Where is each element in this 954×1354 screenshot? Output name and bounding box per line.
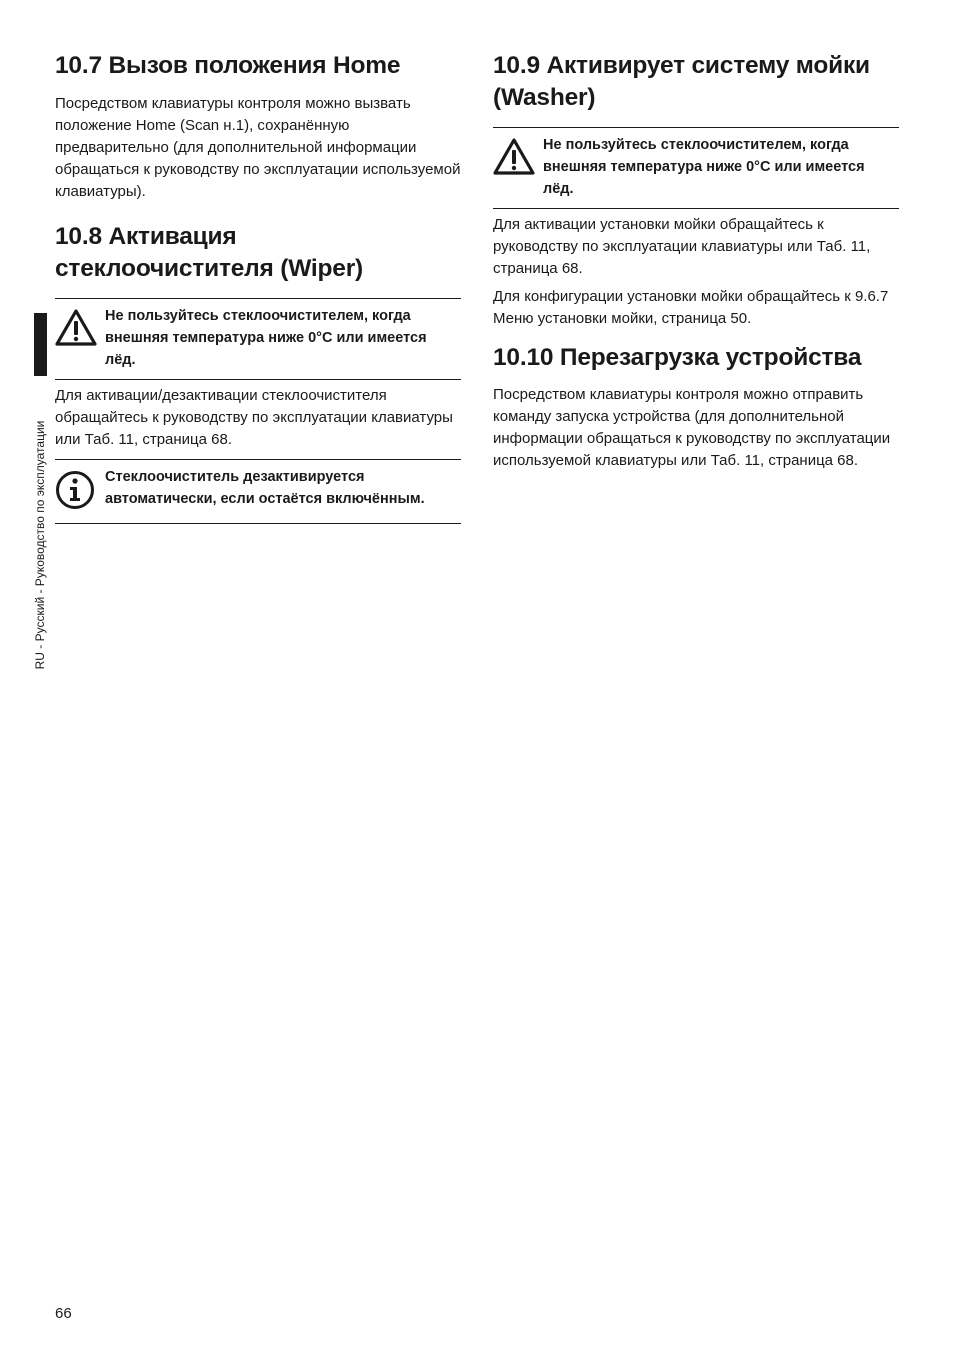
warning-triangle-icon xyxy=(493,134,543,181)
section-10-9-title-line1: 10.9 Активирует систему мойки xyxy=(493,52,870,79)
section-10-10-title: 10.10 Перезагрузка устройства xyxy=(493,344,862,371)
warning-triangle-icon xyxy=(55,305,105,352)
section-10-8-title xyxy=(55,221,461,285)
section-10-7-body: Посредством клавиатуры контроля можно вызвать положение Home (Scan н.1), сохранённую предварительно (для дополнительной информации обращаться к руководству по эксплуатации используемой клавиатуры). xyxy=(55,95,461,200)
section-10-9-body-2: Для конфигурации установки мойки обращайтесь к 9.6.7 Меню установки мойки, страница 50. xyxy=(493,288,889,327)
side-tab-marker xyxy=(34,313,47,376)
section-10-9-body-1: Для активации установки мойки обращайтесь к руководству по эксплуатации клавиатуры или Таб. 11, страница 68. xyxy=(493,216,871,277)
section-10-8-title-line2: стеклоочистителя (Wiper) xyxy=(55,255,363,282)
warning-notice xyxy=(55,298,461,380)
section-10-7-title: 10.7 Вызов положения Home xyxy=(55,52,401,79)
right-column xyxy=(493,50,899,472)
section-10-9-title-line2: (Washer) xyxy=(493,84,596,111)
section-10-9-title xyxy=(493,50,899,114)
section-10-10-body: Посредством клавиатуры контроля можно отправить команду запуска устройства (для дополнительной информации обращаться к руководству по эксплуатации используемой клавиатуры или Таб. 11, страница 68. xyxy=(493,386,891,469)
warning-text: Не пользуйтесь стеклоочистителем, когда внешняя температура ниже 0°C или имеется лёд. xyxy=(543,137,865,197)
side-running-header: RU - Русский - Руководство по эксплуатации xyxy=(33,420,47,670)
section-10-8-title-line1: 10.8 Активация xyxy=(55,223,237,250)
info-text: Стеклоочиститель дезактивируется автоматически, если остаётся включённым. xyxy=(105,469,425,507)
warning-text: Не пользуйтесь стеклоочистителем, когда внешняя температура ниже 0°C или имеется лёд. xyxy=(105,308,427,368)
section-10-8-body: Для активации/дезактивации стеклоочистителя обращайтесь к руководству по эксплуатации клавиатуры или Таб. 11, страница 68. xyxy=(55,387,453,448)
left-column xyxy=(55,50,461,524)
warning-notice xyxy=(493,127,899,209)
page-number: 66 xyxy=(55,1305,72,1322)
info-circle-icon xyxy=(55,466,105,515)
info-notice xyxy=(55,459,461,524)
